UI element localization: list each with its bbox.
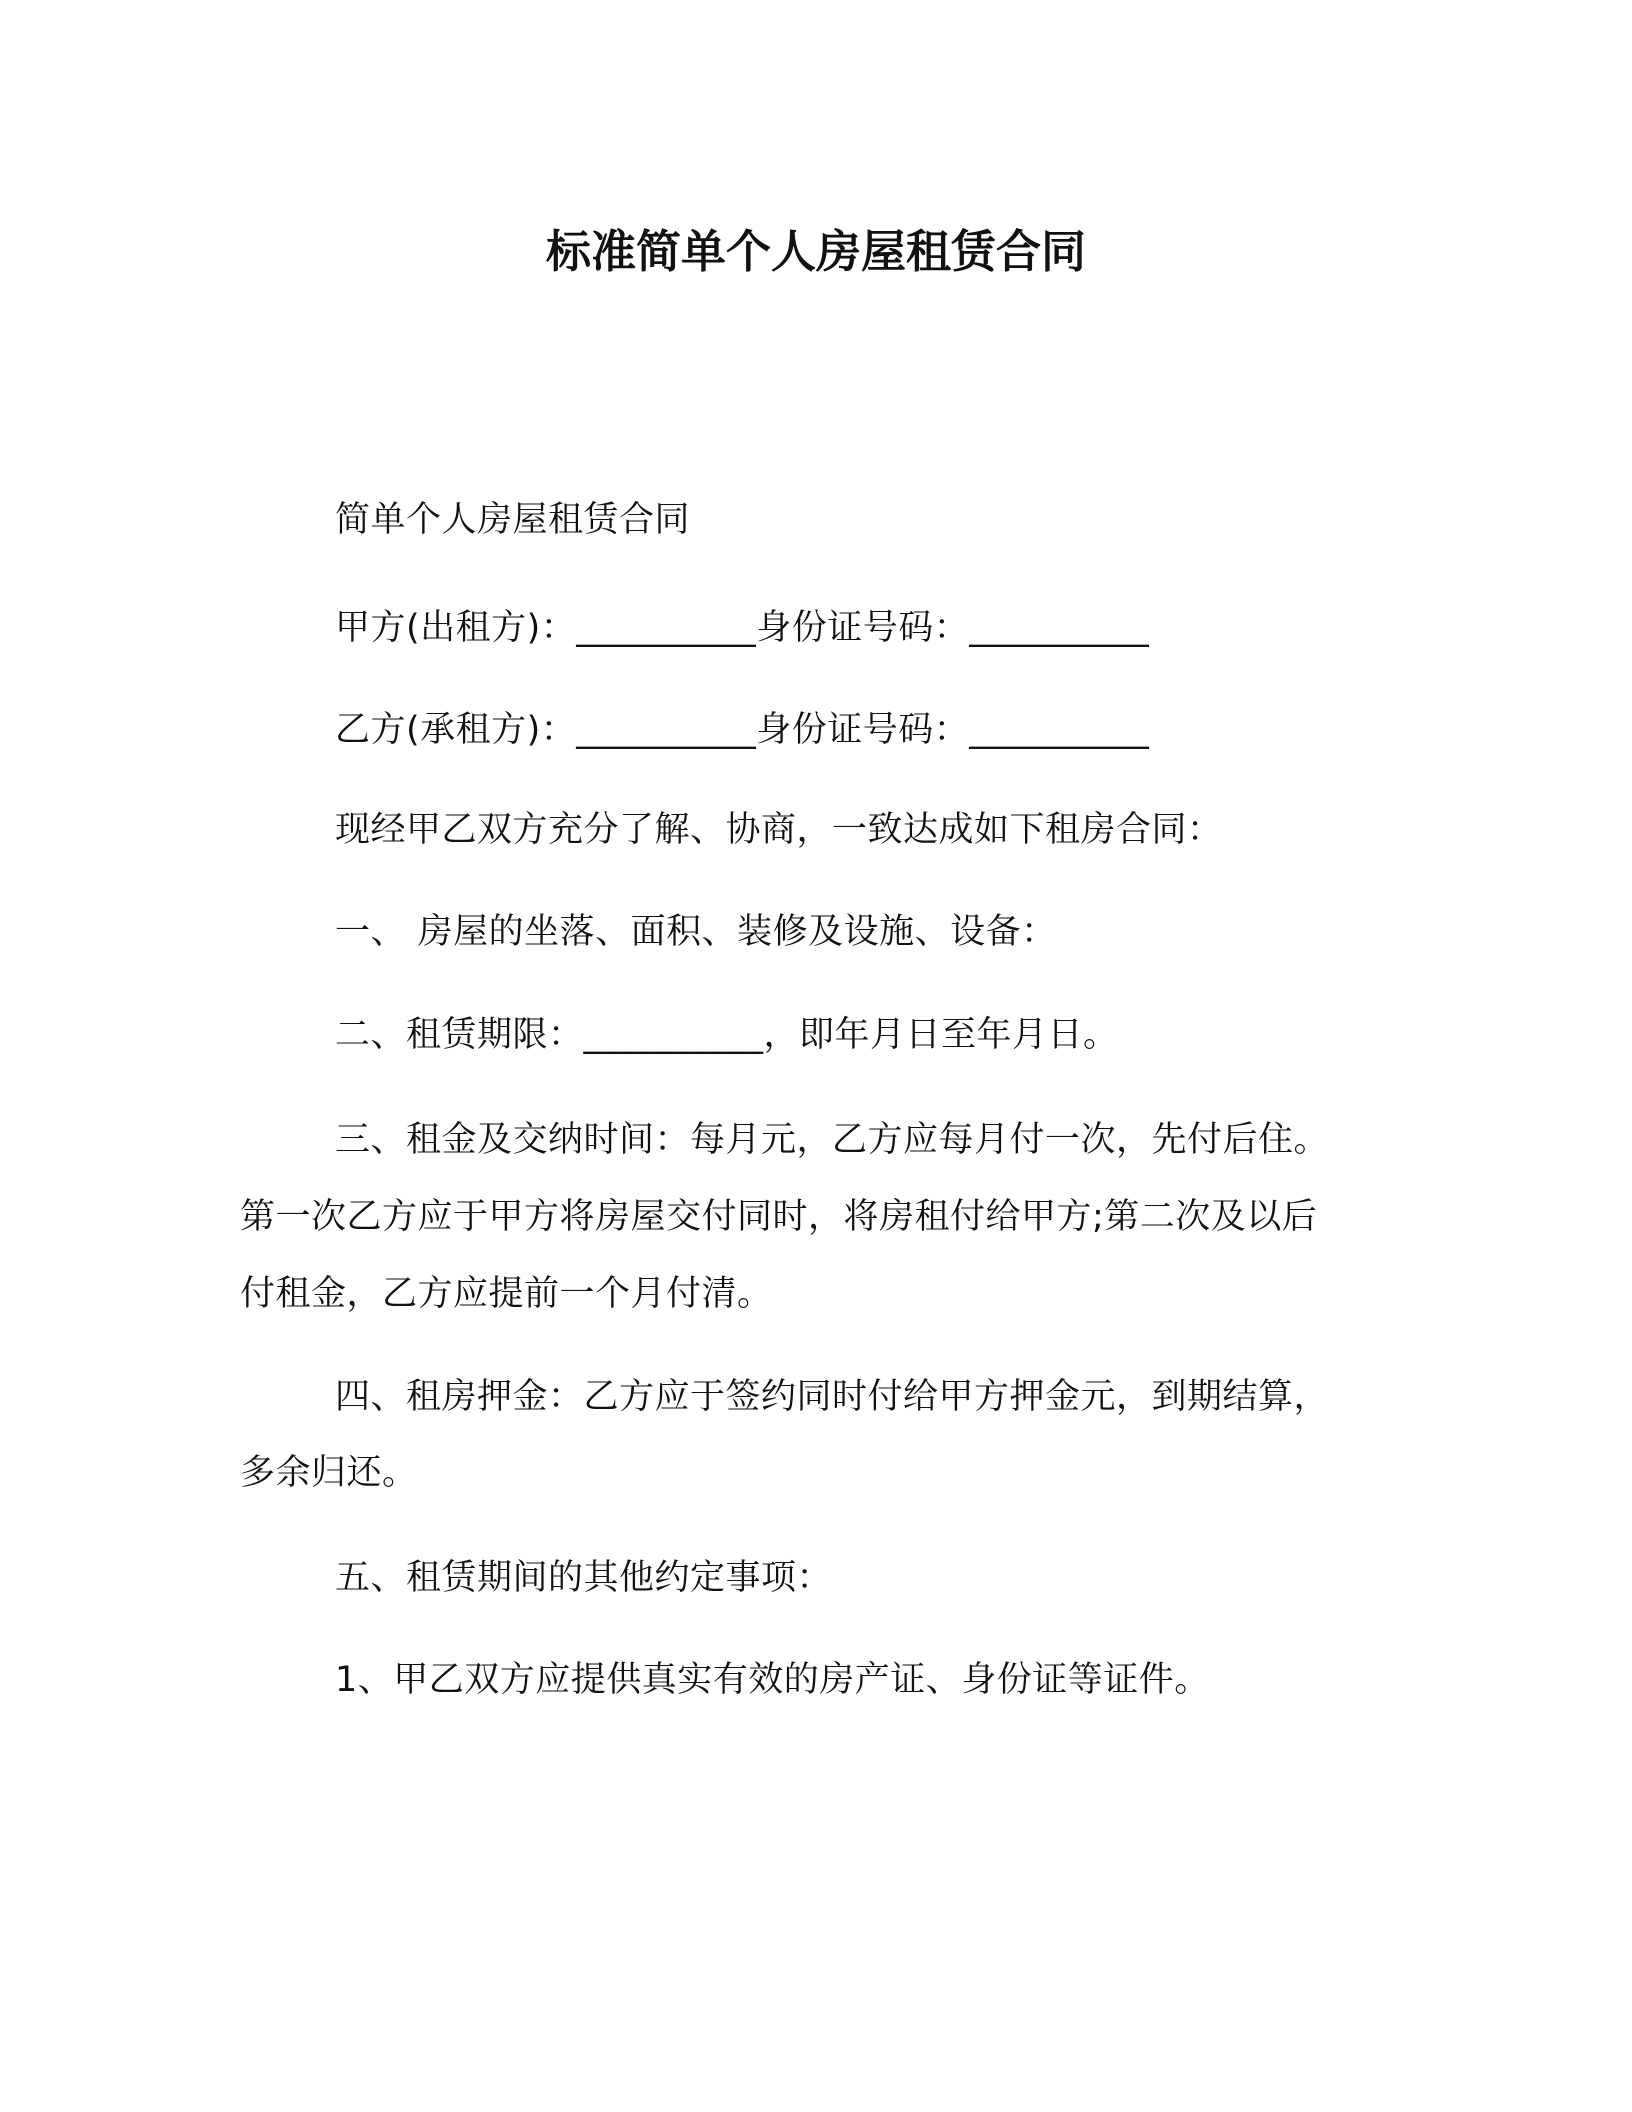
clause-1-line: 一、 房屋的坐落、面积、装修及设施、设备： — [335, 912, 1057, 952]
clause-3-line-2: 第一次乙方应于甲方将房屋交付同时，将房租付给甲方;第二次及以后 — [240, 1197, 1318, 1237]
clause-3-line-3: 付租金，乙方应提前一个月付清。 — [240, 1274, 773, 1314]
preamble-line: 现经甲乙双方充分了解、协商，一致达成如下租房合同： — [335, 810, 1223, 850]
clause-2-line: 二、租赁期限：__________，即年月日至年月日。 — [335, 1015, 1119, 1055]
document-title: 标准简单个人房屋租赁合同 — [545, 225, 1086, 278]
clause-5-item-1-line: 1、甲乙双方应提供真实有效的房产证、身份证等证件。 — [335, 1660, 1210, 1700]
party-b-line: 乙方(承租方)：__________身份证号码：__________ — [335, 710, 1150, 750]
subtitle-line: 简单个人房屋租赁合同 — [335, 500, 691, 540]
clause-5-line: 五、租赁期间的其他约定事项： — [335, 1558, 833, 1598]
clause-4-line-1: 四、租房押金：乙方应于签约同时付给甲方押金元，到期结算， — [335, 1377, 1330, 1417]
clause-3-line-1: 三、租金及交纳时间：每月元，乙方应每月付一次，先付后住。 — [335, 1120, 1330, 1160]
party-a-line: 甲方(出租方)：__________身份证号码：__________ — [335, 608, 1150, 648]
clause-4-line-2: 多余归还。 — [240, 1453, 418, 1493]
